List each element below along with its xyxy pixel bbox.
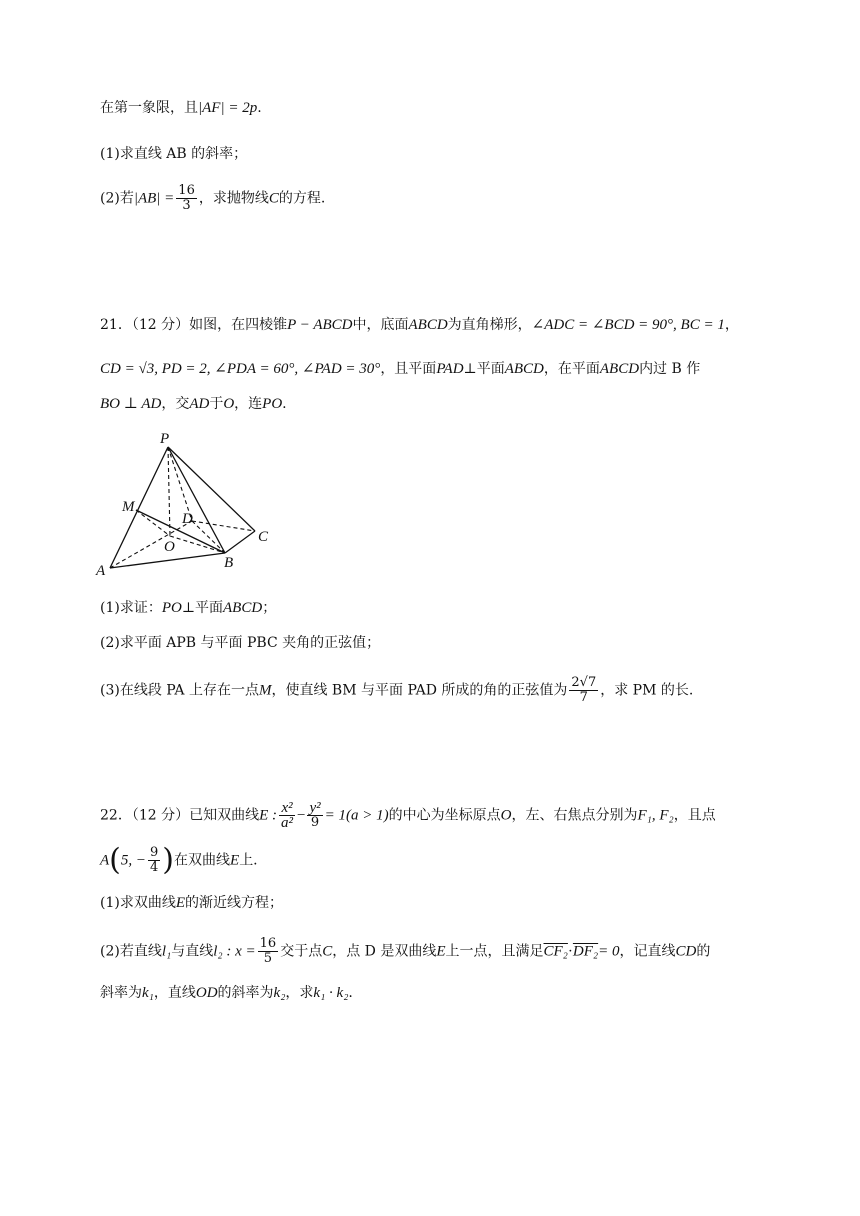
edge-AB xyxy=(110,553,225,568)
p21-line-1: 21．（12 分）如图，在四棱锥P − ABCD中，底面ABCD为直角梯形，∠ADC = ∠BCD = 90°, BC = 1， xyxy=(100,317,739,333)
edge-AD xyxy=(110,521,192,568)
label-M: M xyxy=(122,499,135,515)
p22-question-1: (1)求双曲线E的渐近线方程； xyxy=(100,895,284,911)
label-O: O xyxy=(164,539,175,555)
p22-line-1: 22．（12 分）已知双曲线E : $\frac{\text{x²}}{\text{a²}}$ − $\frac{\text{y²}}{9}$ = 1(a > 1)的中心为坐标原点O，左、右焦点分别为F₁, F₂，且点 xyxy=(100,800,716,831)
p20-question-2: (2)若|AB| = $\frac{16}{3}$ ，求抛物线C的方程. xyxy=(100,183,326,213)
label-B: B xyxy=(224,555,234,571)
p22-line-2: A(5, − $\frac{9}{4}$ )在双曲线E上. xyxy=(100,842,258,878)
p20-intro: 在第一象限，且|AF| = 2p. xyxy=(100,100,262,116)
p21-question-2: (2)求平面 APB 与平面 PBC 夹角的正弦值； xyxy=(100,635,381,651)
p21-line-3: BO ⊥ AD，交AD于O，连PO. xyxy=(100,396,287,412)
fraction: $\frac{2√7}{7}$ xyxy=(571,675,597,705)
fraction: $\frac{16}{3}$ xyxy=(178,183,195,213)
edge-PO xyxy=(168,447,170,536)
fraction: $\frac{16}{5}$ xyxy=(259,936,277,966)
label-A: A xyxy=(96,563,106,579)
edge-BC xyxy=(225,531,255,553)
label-C: C xyxy=(258,529,269,545)
label-D: D xyxy=(182,511,193,527)
p21-question-3: (3)在线段 PA 上存在一点M，使直线 BM 与平面 PAD 所成的角的正弦值为 $\frac{2√7}{7}$ ，求 PM 的长. xyxy=(100,675,694,705)
edge-PA xyxy=(110,447,168,568)
p21-question-1: (1)求证：PO⊥平面ABCD； xyxy=(100,600,277,616)
p22-question-2: (2)若直线l₁与直线l₂ : x = $\frac{16}{5}$ 交于点C，点 D 是双曲线E上一点，且满足CF₂·DF₂= 0，记直线CD的 xyxy=(100,936,711,966)
label-P: P xyxy=(160,431,170,447)
p21-line-2: CD = √3, PD = 2, ∠PDA = 60°, ∠PAD = 30°，且平面PAD⊥平面ABCD，在平面ABCD内过 B 作 xyxy=(100,361,701,377)
edge-PB xyxy=(168,447,225,553)
pyramid-figure xyxy=(90,425,290,585)
fraction: $\frac{\text{x²}}{\text{a²}}$ xyxy=(281,800,294,831)
edge-MO xyxy=(136,510,170,536)
p22-question-2-cont: 斜率为k₁，直线OD的斜率为k₂，求k₁ · k₂. xyxy=(100,985,353,1001)
fraction: $\frac{\text{y²}}{9}$ xyxy=(309,800,321,830)
edge-MB xyxy=(136,510,225,553)
p20-question-1: (1)求直线 AB 的斜率； xyxy=(100,146,248,162)
fraction: $\frac{9}{4}$ xyxy=(150,845,159,875)
